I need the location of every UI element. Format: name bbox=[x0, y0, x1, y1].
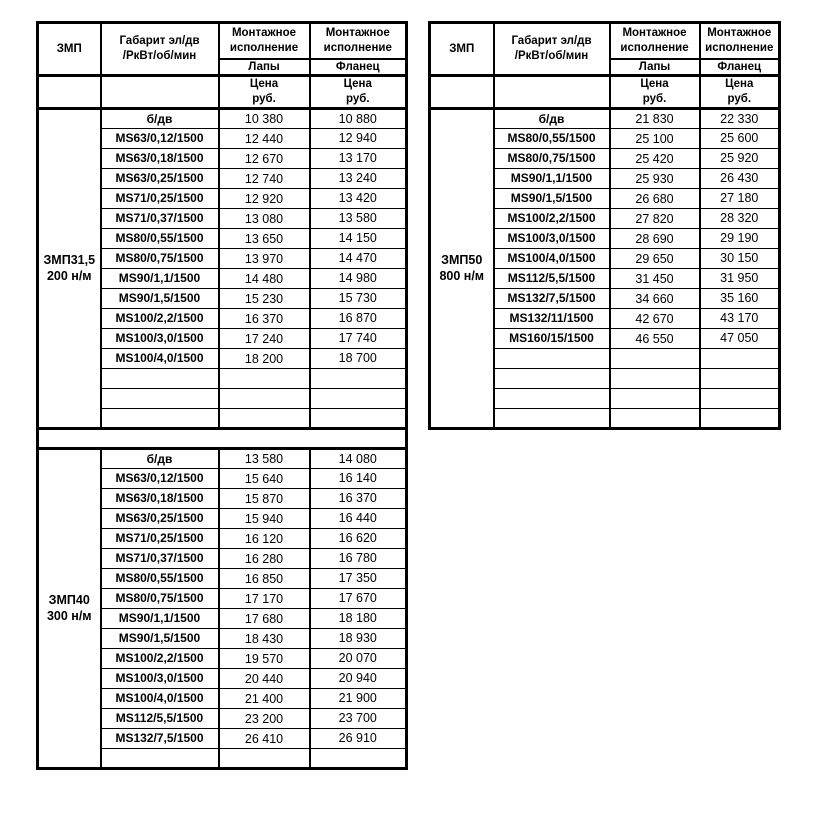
price-flange-cell: 14 470 bbox=[310, 248, 407, 268]
price-flange-cell: 25 600 bbox=[700, 128, 780, 148]
price-laps-cell: 27 820 bbox=[610, 208, 700, 228]
table-header bbox=[430, 23, 780, 109]
price-laps-cell: 12 740 bbox=[219, 168, 310, 188]
group-label-line2: 300 н/м bbox=[46, 609, 92, 624]
model-cell: MS63/0,12/1500 bbox=[101, 468, 219, 488]
price-laps-cell: 16 850 bbox=[219, 568, 310, 588]
model-cell: MS71/0,25/1500 bbox=[101, 188, 219, 208]
price-laps-cell: 16 120 bbox=[219, 528, 310, 548]
price-flange-cell: 13 240 bbox=[310, 168, 407, 188]
header-price-laps-cell bbox=[610, 76, 700, 108]
table-row bbox=[38, 108, 407, 128]
model-cell bbox=[101, 368, 219, 388]
group-label-line1: ЗМП31,5 bbox=[43, 252, 96, 267]
model-cell: MS80/0,75/1500 bbox=[494, 148, 610, 168]
header-gabarit-line1: Габарит эл/дв bbox=[511, 35, 592, 48]
price-flange-cell bbox=[310, 408, 407, 428]
model-cell: MS100/2,2/1500 bbox=[494, 208, 610, 228]
model-cell: MS100/4,0/1500 bbox=[101, 348, 219, 368]
price-laps-cell bbox=[219, 748, 310, 768]
price-flange-cell: 14 080 bbox=[310, 448, 407, 468]
header-empty-cell bbox=[430, 76, 494, 108]
model-cell bbox=[494, 348, 610, 368]
price-flange-cell: 29 190 bbox=[700, 228, 780, 248]
model-cell: MS63/0,18/1500 bbox=[101, 488, 219, 508]
header-gabarit-line2: /РкВт/об/мин bbox=[514, 50, 589, 63]
price-laps-cell: 12 920 bbox=[219, 188, 310, 208]
price-laps-cell: 18 200 bbox=[219, 348, 310, 368]
header-zmp-cell: ЗМП bbox=[38, 23, 101, 76]
price-laps-cell: 25 930 bbox=[610, 168, 700, 188]
price-laps-cell: 29 650 bbox=[610, 248, 700, 268]
group-label-line1: ЗМП40 bbox=[48, 592, 90, 607]
price-laps-cell: 13 080 bbox=[219, 208, 310, 228]
price-table-left bbox=[36, 21, 408, 770]
price-flange-cell: 35 160 bbox=[700, 288, 780, 308]
price-laps-cell: 16 280 bbox=[219, 548, 310, 568]
header-zmp-cell: ЗМП bbox=[430, 23, 494, 76]
price-flange-cell: 20 070 bbox=[310, 648, 407, 668]
price-flange-cell: 27 180 bbox=[700, 188, 780, 208]
model-cell: MS132/7,5/1500 bbox=[494, 288, 610, 308]
price-flange-cell: 17 740 bbox=[310, 328, 407, 348]
header-row-main bbox=[38, 23, 407, 59]
header-gabarit-line2: /РкВт/об/мин bbox=[122, 50, 197, 63]
group-label-cell bbox=[430, 108, 494, 428]
price-laps-cell: 25 420 bbox=[610, 148, 700, 168]
price-flange-cell: 13 580 bbox=[310, 208, 407, 228]
header-mount-line2: исполнение bbox=[705, 41, 774, 54]
price-laps-cell: 34 660 bbox=[610, 288, 700, 308]
price-laps-cell: 15 230 bbox=[219, 288, 310, 308]
header-empty-cell bbox=[101, 76, 219, 108]
header-mount-line1: Монтажное bbox=[231, 27, 297, 40]
price-flange-cell bbox=[310, 388, 407, 408]
header-mount-line1: Монтажное bbox=[325, 27, 390, 40]
price-label-line1: Цена bbox=[640, 78, 669, 91]
price-flange-cell: 17 350 bbox=[310, 568, 407, 588]
price-flange-cell: 12 940 bbox=[310, 128, 407, 148]
price-flange-cell: 18 930 bbox=[310, 628, 407, 648]
price-laps-cell: 13 650 bbox=[219, 228, 310, 248]
header-gabarit-line1: Габарит эл/дв bbox=[119, 35, 200, 48]
price-laps-cell: 13 970 bbox=[219, 248, 310, 268]
model-cell: MS80/0,55/1500 bbox=[101, 228, 219, 248]
header-mount-laps-cell bbox=[610, 23, 700, 59]
price-laps-cell: 14 480 bbox=[219, 268, 310, 288]
price-flange-cell: 21 900 bbox=[310, 688, 407, 708]
price-laps-cell: 15 640 bbox=[219, 468, 310, 488]
price-flange-cell: 16 870 bbox=[310, 308, 407, 328]
price-laps-cell bbox=[219, 368, 310, 388]
price-laps-cell: 21 400 bbox=[219, 688, 310, 708]
price-flange-cell: 16 140 bbox=[310, 468, 407, 488]
price-laps-cell: 10 380 bbox=[219, 108, 310, 128]
model-cell: MS71/0,25/1500 bbox=[101, 528, 219, 548]
price-flange-cell: 26 910 bbox=[310, 728, 407, 748]
header-row-price bbox=[430, 76, 780, 108]
price-flange-cell: 28 320 bbox=[700, 208, 780, 228]
price-laps-cell bbox=[610, 388, 700, 408]
price-table-right bbox=[428, 21, 781, 430]
price-laps-cell: 12 670 bbox=[219, 148, 310, 168]
header-gabarit-cell bbox=[101, 23, 219, 76]
header-mount-line2: исполнение bbox=[323, 41, 392, 54]
group-label-line1: ЗМП50 bbox=[441, 252, 483, 267]
model-cell: MS100/3,0/1500 bbox=[101, 328, 219, 348]
price-flange-cell: 18 700 bbox=[310, 348, 407, 368]
price-label-line2: руб. bbox=[345, 92, 370, 105]
header-flange-cell: Фланец bbox=[700, 59, 780, 76]
group-label-line2: 200 н/м bbox=[46, 269, 92, 284]
model-cell: MS80/0,55/1500 bbox=[494, 128, 610, 148]
price-flange-cell: 10 880 bbox=[310, 108, 407, 128]
model-cell: MS63/0,18/1500 bbox=[101, 148, 219, 168]
price-laps-cell: 23 200 bbox=[219, 708, 310, 728]
model-cell: MS90/1,5/1500 bbox=[494, 188, 610, 208]
model-cell bbox=[494, 408, 610, 428]
price-flange-cell: 47 050 bbox=[700, 328, 780, 348]
price-laps-cell: 21 830 bbox=[610, 108, 700, 128]
price-laps-cell: 25 100 bbox=[610, 128, 700, 148]
price-laps-cell: 15 870 bbox=[219, 488, 310, 508]
table-body bbox=[38, 108, 407, 768]
model-cell: MS100/3,0/1500 bbox=[494, 228, 610, 248]
price-flange-cell: 20 940 bbox=[310, 668, 407, 688]
price-label-line2: руб. bbox=[252, 92, 276, 105]
price-laps-cell: 17 170 bbox=[219, 588, 310, 608]
price-flange-cell: 17 670 bbox=[310, 588, 407, 608]
price-flange-cell: 13 170 bbox=[310, 148, 407, 168]
model-cell bbox=[494, 388, 610, 408]
header-laps-cell: Лапы bbox=[610, 59, 700, 76]
header-mount-laps-cell bbox=[219, 23, 310, 59]
model-cell: MS132/11/1500 bbox=[494, 308, 610, 328]
header-mount-line2: исполнение bbox=[620, 41, 689, 54]
model-cell: б/дв bbox=[101, 108, 219, 128]
model-cell: MS100/2,2/1500 bbox=[101, 308, 219, 328]
price-laps-cell: 28 690 bbox=[610, 228, 700, 248]
price-flange-cell: 26 430 bbox=[700, 168, 780, 188]
model-cell: MS90/1,1/1500 bbox=[101, 608, 219, 628]
model-cell: б/дв bbox=[101, 448, 219, 468]
price-flange-cell: 30 150 bbox=[700, 248, 780, 268]
header-gabarit-cell bbox=[494, 23, 610, 76]
price-laps-cell bbox=[219, 388, 310, 408]
group-label-line2: 800 н/м bbox=[439, 269, 485, 284]
model-cell: MS112/5,5/1500 bbox=[101, 708, 219, 728]
price-laps-cell: 26 680 bbox=[610, 188, 700, 208]
table-row bbox=[430, 108, 780, 128]
model-cell: MS100/3,0/1500 bbox=[101, 668, 219, 688]
table-row bbox=[38, 448, 407, 468]
header-price-flange-cell bbox=[700, 76, 780, 108]
price-laps-cell: 16 370 bbox=[219, 308, 310, 328]
header-flange-cell: Фланец bbox=[310, 59, 407, 76]
model-cell: MS90/1,5/1500 bbox=[101, 628, 219, 648]
header-price-laps-cell bbox=[219, 76, 310, 108]
price-laps-cell: 12 440 bbox=[219, 128, 310, 148]
model-cell bbox=[101, 408, 219, 428]
price-flange-cell bbox=[700, 348, 780, 368]
model-cell bbox=[101, 388, 219, 408]
price-laps-cell: 17 680 bbox=[219, 608, 310, 628]
price-label-line1: Цена bbox=[249, 78, 279, 91]
model-cell: MS132/7,5/1500 bbox=[101, 728, 219, 748]
price-flange-cell: 15 730 bbox=[310, 288, 407, 308]
price-flange-cell: 16 440 bbox=[310, 508, 407, 528]
price-flange-cell bbox=[700, 368, 780, 388]
price-flange-cell: 13 420 bbox=[310, 188, 407, 208]
model-cell: MS90/1,5/1500 bbox=[101, 288, 219, 308]
price-flange-cell: 31 950 bbox=[700, 268, 780, 288]
price-laps-cell: 46 550 bbox=[610, 328, 700, 348]
price-flange-cell bbox=[700, 388, 780, 408]
price-flange-cell: 25 920 bbox=[700, 148, 780, 168]
price-laps-cell: 18 430 bbox=[219, 628, 310, 648]
header-laps-cell: Лапы bbox=[219, 59, 310, 76]
model-cell: MS80/0,75/1500 bbox=[101, 248, 219, 268]
price-flange-cell: 18 180 bbox=[310, 608, 407, 628]
price-laps-cell: 15 940 bbox=[219, 508, 310, 528]
price-flange-cell bbox=[310, 368, 407, 388]
price-laps-cell: 17 240 bbox=[219, 328, 310, 348]
model-cell: MS100/2,2/1500 bbox=[101, 648, 219, 668]
model-cell: MS100/4,0/1500 bbox=[101, 688, 219, 708]
header-empty-cell bbox=[494, 76, 610, 108]
price-laps-cell bbox=[219, 408, 310, 428]
price-laps-cell: 13 580 bbox=[219, 448, 310, 468]
model-cell: MS90/1,1/1500 bbox=[494, 168, 610, 188]
model-cell: MS63/0,25/1500 bbox=[101, 168, 219, 188]
model-cell: MS80/0,55/1500 bbox=[101, 568, 219, 588]
price-flange-cell: 22 330 bbox=[700, 108, 780, 128]
price-flange-cell bbox=[700, 408, 780, 428]
table-header bbox=[38, 23, 407, 109]
price-flange-cell: 16 620 bbox=[310, 528, 407, 548]
section-separator-cell bbox=[38, 428, 407, 448]
model-cell: MS71/0,37/1500 bbox=[101, 208, 219, 228]
model-cell: MS71/0,37/1500 bbox=[101, 548, 219, 568]
price-label-line1: Цена bbox=[343, 78, 372, 91]
price-label-line2: руб. bbox=[642, 92, 667, 105]
price-laps-cell bbox=[610, 348, 700, 368]
model-cell: MS63/0,25/1500 bbox=[101, 508, 219, 528]
price-laps-cell: 19 570 bbox=[219, 648, 310, 668]
price-flange-cell: 16 370 bbox=[310, 488, 407, 508]
header-empty-cell bbox=[38, 76, 101, 108]
model-cell: MS90/1,1/1500 bbox=[101, 268, 219, 288]
price-flange-cell: 43 170 bbox=[700, 308, 780, 328]
price-flange-cell: 14 980 bbox=[310, 268, 407, 288]
model-cell: MS80/0,75/1500 bbox=[101, 588, 219, 608]
header-mount-flange-cell bbox=[700, 23, 780, 59]
price-laps-cell: 20 440 bbox=[219, 668, 310, 688]
price-flange-cell: 16 780 bbox=[310, 548, 407, 568]
model-cell: б/дв bbox=[494, 108, 610, 128]
price-label-line2: руб. bbox=[727, 92, 752, 105]
header-row-main bbox=[430, 23, 780, 59]
price-laps-cell: 31 450 bbox=[610, 268, 700, 288]
header-mount-line1: Монтажное bbox=[707, 27, 772, 40]
price-label-line1: Цена bbox=[725, 78, 754, 91]
header-row-price bbox=[38, 76, 407, 108]
price-laps-cell: 26 410 bbox=[219, 728, 310, 748]
price-laps-cell: 42 670 bbox=[610, 308, 700, 328]
price-flange-cell: 14 150 bbox=[310, 228, 407, 248]
model-cell bbox=[101, 748, 219, 768]
price-laps-cell bbox=[610, 368, 700, 388]
price-laps-cell bbox=[610, 408, 700, 428]
header-mount-line2: исполнение bbox=[229, 41, 299, 54]
header-mount-line1: Монтажное bbox=[622, 27, 687, 40]
group-label-cell bbox=[38, 448, 101, 768]
section-separator-row bbox=[38, 428, 407, 448]
model-cell bbox=[494, 368, 610, 388]
header-price-flange-cell bbox=[310, 76, 407, 108]
model-cell: MS63/0,12/1500 bbox=[101, 128, 219, 148]
model-cell: MS160/15/1500 bbox=[494, 328, 610, 348]
header-mount-flange-cell bbox=[310, 23, 407, 59]
price-flange-cell: 23 700 bbox=[310, 708, 407, 728]
table-body bbox=[430, 108, 780, 428]
group-label-cell bbox=[38, 108, 101, 428]
model-cell: MS112/5,5/1500 bbox=[494, 268, 610, 288]
price-flange-cell bbox=[310, 748, 407, 768]
model-cell: MS100/4,0/1500 bbox=[494, 248, 610, 268]
